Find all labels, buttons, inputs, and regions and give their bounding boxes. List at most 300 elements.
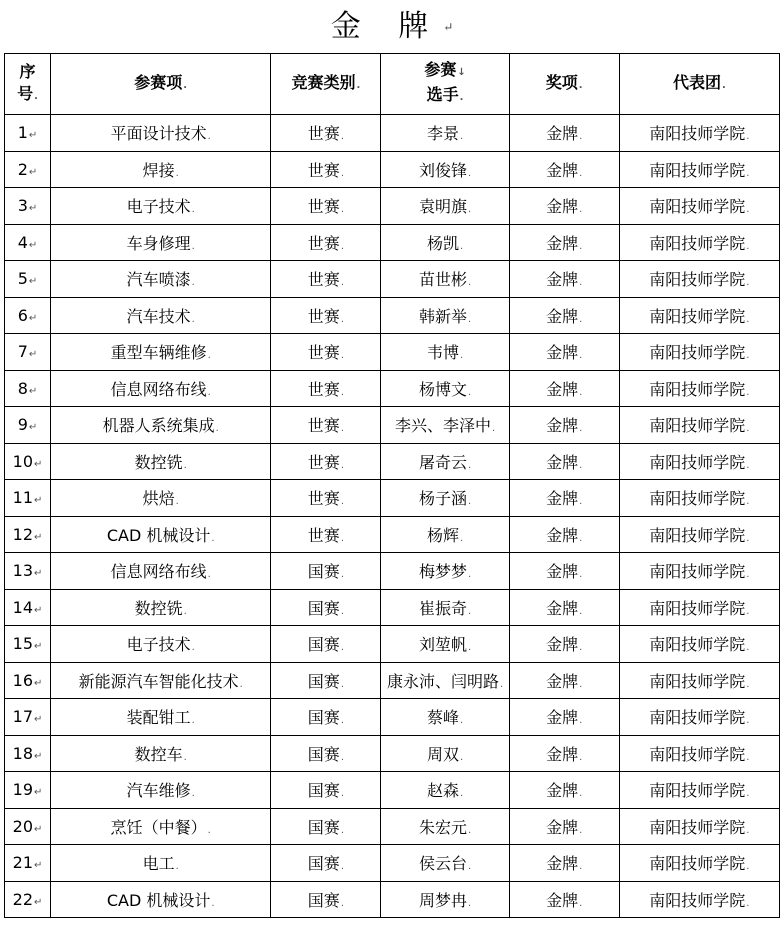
table-row	[5, 151, 780, 188]
row-team-text: 南阳技师学院	[649, 197, 746, 217]
row-player-text: 赵森	[426, 781, 459, 801]
paragraph-mark-icon: .	[467, 824, 472, 836]
paragraph-mark-icon: .	[211, 532, 215, 544]
paragraph-mark-icon: ↵	[34, 604, 43, 616]
row-player-text: 杨博文	[418, 379, 467, 399]
paragraph-mark-icon: .	[467, 569, 472, 581]
row-award-text: 金牌	[546, 343, 579, 363]
row-award-text: 金牌	[546, 233, 579, 253]
row-award	[509, 808, 619, 845]
row-award-text: 金牌	[546, 379, 579, 399]
row-player-text: 蔡峰	[426, 708, 459, 728]
row-team-text: 南阳技师学院	[649, 233, 746, 253]
paragraph-mark-icon: .	[239, 678, 243, 690]
paragraph-mark-icon: ↵	[28, 130, 38, 142]
row-award-text: 金牌	[546, 635, 579, 655]
row-index-text: 2	[17, 159, 28, 179]
paragraph-mark-icon: .	[340, 569, 344, 581]
paragraph-mark-icon: .	[340, 897, 344, 909]
row-event-text: 电子技术	[126, 197, 191, 217]
paragraph-mark-icon: .	[340, 386, 344, 398]
paragraph-mark-icon: .	[579, 277, 583, 289]
row-player	[381, 370, 509, 407]
row-award	[509, 516, 619, 553]
paragraph-mark-icon: ↵	[28, 276, 38, 288]
row-team-text: 南阳技师学院	[649, 160, 746, 180]
paragraph-mark-icon: ↵	[34, 568, 43, 580]
row-index-text: 17	[12, 707, 33, 727]
row-player	[381, 699, 509, 736]
row-event-text: 车身修理	[126, 233, 191, 253]
row-award	[509, 224, 619, 261]
paragraph-mark-icon: .	[579, 678, 583, 690]
row-index	[5, 845, 51, 882]
paragraph-mark-icon: .	[340, 204, 344, 216]
row-event	[51, 772, 271, 809]
paragraph-mark-icon: .	[579, 131, 583, 143]
row-category	[271, 480, 381, 517]
row-index	[5, 480, 51, 517]
paragraph-mark-icon: .	[340, 605, 344, 617]
row-player	[381, 808, 509, 845]
paragraph-mark-icon: ↵	[443, 20, 454, 34]
row-category	[271, 261, 381, 298]
paragraph-mark-icon: .	[579, 386, 583, 398]
row-category-text: 国赛	[307, 562, 340, 582]
paragraph-mark-icon: .	[746, 131, 750, 143]
row-index	[5, 589, 51, 626]
row-player-text: 侯云台	[418, 854, 467, 874]
row-event-text: 机器人系统集成	[102, 416, 215, 436]
table-row	[5, 224, 780, 261]
row-index	[5, 772, 51, 809]
paragraph-mark-icon: ↵	[28, 385, 38, 397]
paragraph-mark-icon: .	[746, 277, 750, 289]
paragraph-mark-icon: .	[746, 204, 750, 216]
row-player-text: 韩新举	[418, 306, 467, 326]
row-player	[381, 626, 509, 663]
header-event: 参赛项.	[51, 54, 271, 115]
row-index	[5, 662, 51, 699]
row-category-text: 国赛	[307, 708, 340, 728]
row-team-text: 南阳技师学院	[649, 489, 746, 509]
row-category	[271, 297, 381, 334]
table-row	[5, 516, 780, 553]
row-award	[509, 845, 619, 882]
row-team-text: 南阳技师学院	[649, 270, 746, 290]
row-award	[509, 626, 619, 663]
paragraph-mark-icon: .	[579, 496, 583, 508]
row-event-text: 焊接	[142, 160, 175, 180]
row-index-text: 7	[17, 342, 28, 362]
row-category	[271, 735, 381, 772]
row-player-text: 李景	[426, 124, 459, 144]
paragraph-mark-icon: .	[579, 350, 583, 362]
row-category-text: 世赛	[307, 160, 340, 180]
row-player	[381, 188, 509, 225]
row-team	[619, 334, 779, 371]
row-event-text: 烘焙	[142, 489, 175, 509]
row-team-text: 南阳技师学院	[649, 890, 746, 910]
row-team-text: 南阳技师学院	[649, 562, 746, 582]
row-team	[619, 808, 779, 845]
paragraph-mark-icon: .	[579, 824, 583, 836]
row-category-text: 世赛	[307, 233, 340, 253]
line-break-icon: ↓	[457, 67, 466, 78]
row-award	[509, 370, 619, 407]
paragraph-mark-icon: .	[746, 532, 750, 544]
paragraph-mark-icon: .	[183, 459, 187, 471]
header-award: 奖项.	[509, 54, 619, 115]
paragraph-mark-icon: .	[579, 861, 583, 873]
paragraph-mark-icon: ↵	[34, 750, 43, 762]
row-player	[381, 772, 509, 809]
paragraph-mark-icon: .	[746, 605, 750, 617]
row-award-text: 金牌	[546, 598, 579, 618]
row-award	[509, 443, 619, 480]
row-player	[381, 845, 509, 882]
table-row	[5, 480, 780, 517]
paragraph-mark-icon: .	[459, 240, 464, 252]
row-category	[271, 516, 381, 553]
row-category	[271, 188, 381, 225]
row-event-text: 烹饪（中餐）	[110, 817, 207, 837]
row-award	[509, 480, 619, 517]
row-player	[381, 881, 509, 918]
row-player-text: 朱宏元	[418, 817, 467, 837]
paragraph-mark-icon: .	[746, 751, 750, 763]
row-award-text: 金牌	[546, 854, 579, 874]
paragraph-mark-icon: .	[340, 167, 344, 179]
row-category	[271, 224, 381, 261]
paragraph-mark-icon: .	[746, 459, 750, 471]
row-category-text: 国赛	[307, 635, 340, 655]
row-player	[381, 261, 509, 298]
paragraph-mark-icon: ↵	[28, 349, 38, 361]
row-award-text: 金牌	[546, 744, 579, 764]
paragraph-mark-icon: .	[746, 386, 750, 398]
paragraph-mark-icon: .	[340, 131, 344, 143]
paragraph-mark-icon: .	[579, 313, 583, 325]
paragraph-mark-icon: .	[211, 897, 215, 909]
paragraph-mark-icon: .	[459, 131, 464, 143]
row-team	[619, 443, 779, 480]
row-event-text: 信息网络布线	[110, 562, 207, 582]
row-event-text: 电工	[142, 854, 175, 874]
paragraph-mark-icon: .	[579, 897, 583, 909]
row-team-text: 南阳技师学院	[649, 708, 746, 728]
row-award-text: 金牌	[546, 562, 579, 582]
paragraph-mark-icon: .	[746, 240, 750, 252]
paragraph-mark-icon: ↵	[34, 823, 43, 835]
row-player	[381, 662, 509, 699]
row-player-text: 康永沛、闫明路	[386, 671, 499, 691]
paragraph-mark-icon: .	[207, 350, 211, 362]
row-event	[51, 516, 271, 553]
row-award	[509, 589, 619, 626]
row-team	[619, 589, 779, 626]
table-row	[5, 553, 780, 590]
paragraph-mark-icon: ↵	[34, 531, 43, 543]
table-header-row	[5, 54, 780, 115]
row-team	[619, 224, 779, 261]
row-team	[619, 662, 779, 699]
row-team	[619, 297, 779, 334]
paragraph-mark-icon: .	[579, 423, 583, 435]
row-team-text: 南阳技师学院	[649, 635, 746, 655]
paragraph-mark-icon: ↵	[34, 677, 43, 689]
row-event	[51, 699, 271, 736]
row-category-text: 世赛	[307, 525, 340, 545]
header-team: 代表团.	[619, 54, 779, 115]
paragraph-mark-icon: ↵	[34, 458, 43, 470]
paragraph-mark-icon: .	[499, 678, 504, 690]
row-event-text: 数控铣	[134, 452, 183, 472]
paragraph-mark-icon: .	[340, 532, 344, 544]
paragraph-mark-icon: .	[340, 861, 344, 873]
row-award	[509, 188, 619, 225]
row-event-text: 重型车辆维修	[110, 343, 207, 363]
paragraph-mark-icon: .	[746, 824, 750, 836]
paragraph-mark-icon: .	[579, 569, 583, 581]
row-category	[271, 662, 381, 699]
paragraph-mark-icon: .	[175, 496, 179, 508]
row-team	[619, 115, 779, 152]
row-team-text: 南阳技师学院	[649, 416, 746, 436]
row-event	[51, 151, 271, 188]
row-team-text: 南阳技师学院	[649, 671, 746, 691]
paragraph-mark-icon: ↵	[28, 422, 38, 434]
row-category-text: 国赛	[307, 854, 340, 874]
row-category	[271, 772, 381, 809]
row-player-text: 屠奇云	[418, 452, 467, 472]
table-row	[5, 626, 780, 663]
row-index-text: 9	[17, 415, 28, 435]
row-event	[51, 334, 271, 371]
row-event-text: CAD 机械设计	[106, 525, 211, 545]
row-player-text: 崔振奇	[418, 598, 467, 618]
row-index	[5, 151, 51, 188]
row-award-text: 金牌	[546, 489, 579, 509]
table-row	[5, 443, 780, 480]
paragraph-mark-icon: .	[207, 824, 211, 836]
row-index	[5, 735, 51, 772]
row-player-text: 杨辉	[426, 525, 459, 545]
row-event-text: 新能源汽车智能化技术	[78, 671, 239, 691]
row-index-text: 20	[12, 816, 33, 836]
paragraph-mark-icon: .	[579, 715, 583, 727]
row-event	[51, 845, 271, 882]
paragraph-mark-icon: .	[746, 897, 750, 909]
row-award	[509, 735, 619, 772]
row-category-text: 国赛	[307, 671, 340, 691]
row-index	[5, 224, 51, 261]
row-team	[619, 553, 779, 590]
row-index	[5, 115, 51, 152]
paragraph-mark-icon: .	[340, 240, 344, 252]
row-award-text: 金牌	[546, 781, 579, 801]
page-title	[0, 4, 784, 50]
paragraph-mark-icon: .	[746, 569, 750, 581]
row-category	[271, 553, 381, 590]
row-award-text: 金牌	[546, 270, 579, 290]
header-index: 序 号.	[5, 54, 51, 115]
paragraph-mark-icon: .	[340, 678, 344, 690]
paragraph-mark-icon: .	[175, 167, 179, 179]
paragraph-mark-icon: .	[340, 751, 344, 763]
table-row	[5, 699, 780, 736]
row-award	[509, 553, 619, 590]
paragraph-mark-icon: .	[340, 313, 344, 325]
row-team	[619, 845, 779, 882]
row-event-text: 电子技术	[126, 635, 191, 655]
paragraph-mark-icon: .	[340, 788, 344, 800]
row-index-text: 12	[12, 524, 33, 544]
row-event	[51, 553, 271, 590]
row-award	[509, 662, 619, 699]
row-award-text: 金牌	[546, 416, 579, 436]
paragraph-mark-icon: .	[579, 167, 583, 179]
row-award-text: 金牌	[546, 197, 579, 217]
row-team	[619, 188, 779, 225]
paragraph-mark-icon: .	[579, 751, 583, 763]
paragraph-mark-icon: .	[191, 313, 195, 325]
row-category	[271, 443, 381, 480]
row-award-text: 金牌	[546, 671, 579, 691]
row-award	[509, 881, 619, 918]
paragraph-mark-icon: .	[459, 788, 464, 800]
paragraph-mark-icon: .	[579, 532, 583, 544]
row-award	[509, 261, 619, 298]
paragraph-mark-icon: .	[491, 423, 496, 435]
row-team	[619, 772, 779, 809]
row-category-text: 国赛	[307, 890, 340, 910]
paragraph-mark-icon: .	[191, 204, 195, 216]
paragraph-mark-icon: .	[746, 861, 750, 873]
row-index	[5, 516, 51, 553]
row-category	[271, 845, 381, 882]
table-row	[5, 188, 780, 225]
row-category-text: 世赛	[307, 416, 340, 436]
row-team-text: 南阳技师学院	[649, 854, 746, 874]
row-player	[381, 151, 509, 188]
table-row	[5, 334, 780, 371]
row-team	[619, 735, 779, 772]
row-player-text: 周梦冉	[418, 890, 467, 910]
row-award-text: 金牌	[546, 306, 579, 326]
row-category	[271, 589, 381, 626]
row-index	[5, 261, 51, 298]
row-event-text: 数控铣	[134, 598, 183, 618]
row-index	[5, 626, 51, 663]
paragraph-mark-icon: .	[579, 459, 583, 471]
row-event	[51, 881, 271, 918]
header-category: 竞赛类别.	[271, 54, 381, 115]
row-player	[381, 224, 509, 261]
row-event-text: CAD 机械设计	[106, 890, 211, 910]
row-team	[619, 407, 779, 444]
row-award-text: 金牌	[546, 817, 579, 837]
row-index	[5, 699, 51, 736]
row-index	[5, 553, 51, 590]
paragraph-mark-icon: .	[340, 350, 344, 362]
row-category-text: 世赛	[307, 270, 340, 290]
paragraph-mark-icon: .	[579, 204, 583, 216]
row-player	[381, 553, 509, 590]
row-index-text: 10	[12, 451, 33, 471]
row-event	[51, 735, 271, 772]
row-category	[271, 881, 381, 918]
row-team	[619, 261, 779, 298]
row-event	[51, 589, 271, 626]
row-category-text: 国赛	[307, 598, 340, 618]
row-index-text: 8	[17, 378, 28, 398]
row-category-text: 世赛	[307, 306, 340, 326]
row-team	[619, 370, 779, 407]
paragraph-mark-icon: ↵	[34, 896, 43, 908]
row-category-text: 国赛	[307, 744, 340, 764]
row-player	[381, 334, 509, 371]
row-team	[619, 151, 779, 188]
paragraph-mark-icon: .	[183, 751, 187, 763]
paragraph-mark-icon: ↵	[28, 312, 38, 324]
row-team-text: 南阳技师学院	[649, 598, 746, 618]
row-event-text: 信息网络布线	[110, 379, 207, 399]
row-index	[5, 297, 51, 334]
row-event	[51, 224, 271, 261]
table-row	[5, 735, 780, 772]
row-award-text: 金牌	[546, 525, 579, 545]
row-event-text: 数控车	[134, 744, 183, 764]
row-category	[271, 626, 381, 663]
row-player	[381, 297, 509, 334]
paragraph-mark-icon: .	[746, 788, 750, 800]
row-team	[619, 516, 779, 553]
paragraph-mark-icon: .	[183, 605, 187, 617]
row-player-text: 苗世彬	[418, 270, 467, 290]
row-player-text: 杨凯	[426, 233, 459, 253]
table-row	[5, 407, 780, 444]
row-event	[51, 297, 271, 334]
row-index-text: 19	[12, 780, 33, 800]
row-index-text: 22	[12, 889, 33, 909]
row-category-text: 国赛	[307, 781, 340, 801]
paragraph-mark-icon: .	[340, 423, 344, 435]
row-index	[5, 407, 51, 444]
row-event	[51, 407, 271, 444]
row-player-text: 梅梦梦	[418, 562, 467, 582]
row-player-text: 杨子涵	[418, 489, 467, 509]
paragraph-mark-icon: .	[207, 386, 211, 398]
paragraph-mark-icon: .	[340, 824, 344, 836]
paragraph-mark-icon: .	[467, 897, 472, 909]
row-category	[271, 699, 381, 736]
row-event	[51, 188, 271, 225]
row-index-text: 21	[12, 853, 33, 873]
row-index	[5, 881, 51, 918]
row-player-text: 袁明旗	[418, 197, 467, 217]
row-index-text: 14	[12, 597, 33, 617]
table-row	[5, 772, 780, 809]
row-team-text: 南阳技师学院	[649, 781, 746, 801]
row-category-text: 世赛	[307, 197, 340, 217]
header-player: 参赛↓ 选手.	[381, 54, 509, 115]
row-player	[381, 589, 509, 626]
row-category-text: 国赛	[307, 817, 340, 837]
row-award-text: 金牌	[546, 124, 579, 144]
paragraph-mark-icon: .	[207, 131, 211, 143]
table-row	[5, 297, 780, 334]
